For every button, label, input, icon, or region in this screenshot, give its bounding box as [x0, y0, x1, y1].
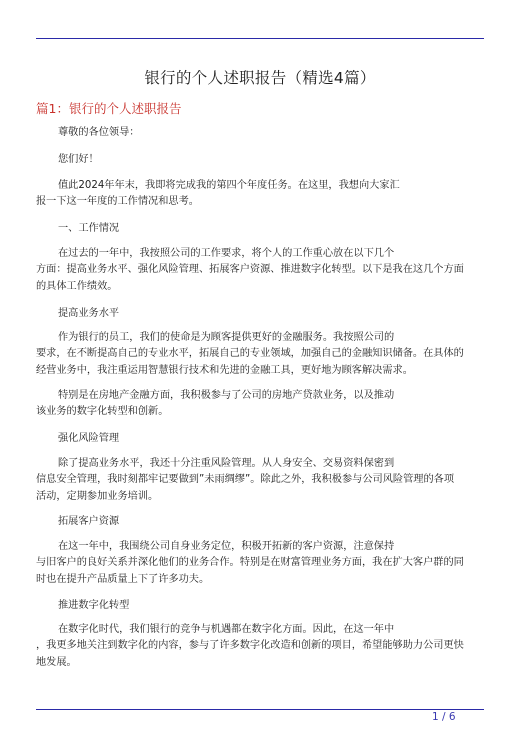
text-line: 地发展。: [36, 656, 77, 668]
paragraph-intro: [36, 178, 484, 211]
text-line: 时也在提升产品质量上下了许多功夫。: [36, 573, 210, 585]
greeting: 尊敬的各位领导：: [58, 127, 140, 138]
text-line: 在这一年中，我围绕公司自身业务定位，积极开拓新的客户资源，注意保持: [58, 541, 395, 552]
text-line: 该业务的数字化转型和创新。: [36, 406, 169, 418]
text-line: 作为银行的员工，我们的使命是为顾客提供更好的金融服务。我按照公司的: [58, 332, 395, 343]
text-line: 信息安全管理，我时刻都牢记要做到”未雨绸缪”。除此之外，我积极参与公司风险管理的各项: [36, 474, 455, 486]
page-number: 1 / 6: [432, 711, 456, 723]
paragraph-skill-2: [36, 388, 484, 421]
text-line: 特别是在房地产金融方面，我积极参与了公司的房地产贷款业务，以及推动: [58, 390, 395, 401]
heading-work: 一、工作情况: [58, 223, 120, 234]
text-line: 的具体工作绩效。: [36, 280, 118, 292]
text-line: 值此2024年年末，我即将完成我的第四个年度任务。在这里，我想向大家汇: [58, 180, 400, 191]
text-line: 报一下这一年度的工作情况和思考。: [36, 196, 199, 208]
paragraph-client: [36, 539, 484, 588]
paragraph-digital: [36, 622, 484, 671]
heading-risk: 强化风险管理: [58, 433, 120, 444]
paragraph-risk: [36, 456, 484, 505]
heading-digital: 推进数字化转型: [58, 600, 130, 611]
document-title: 银行的个人述职报告（精选4篇）: [144, 69, 376, 87]
salutation: 您们好！: [58, 154, 99, 165]
text-line: 与旧客户的良好关系并深化他们的业务合作。特别是在财富管理业务方面，我在扩大客户群的同: [36, 557, 464, 569]
text-line: 经营业务中，我注重运用智慧银行技术和先进的金融工具，更好地为顾客解决需求。: [36, 364, 413, 376]
text-line: 要求，在不断提高自己的专业水平，拓展自己的专业领域，加强自己的金融知识储备。在具体的: [36, 348, 464, 360]
text-line: 活动，定期参加业务培训。: [36, 490, 159, 502]
heading-client: 拓展客户资源: [58, 516, 120, 527]
text-line: 在过去的一年中，我按照公司的工作要求，将个人的工作重心放在以下几个: [58, 248, 395, 259]
text-line: 除了提高业务水平，我还十分注重风险管理。从人身安全、交易资料保密到: [58, 458, 395, 469]
section-heading: 篇1：银行的个人述职报告: [36, 101, 182, 116]
text-line: 在数字化时代，我们银行的竞争与机遇都在数字化方面。因此，在这一年中: [58, 624, 395, 635]
header-rule: [36, 38, 484, 39]
text-line: ，我更多地关注到数字化的内容，参与了许多数字化改造和创新的项目，希望能够助力公司更快: [36, 640, 464, 652]
text-line: 方面：提高业务水平、强化风险管理、拓展客户资源、推进数字化转型。以下是我在这几个方面: [36, 264, 464, 276]
paragraph-skill-1: [36, 330, 484, 379]
paragraph-work: [36, 246, 484, 295]
heading-skill: 提高业务水平: [58, 308, 120, 319]
footer-rule: [36, 709, 484, 710]
